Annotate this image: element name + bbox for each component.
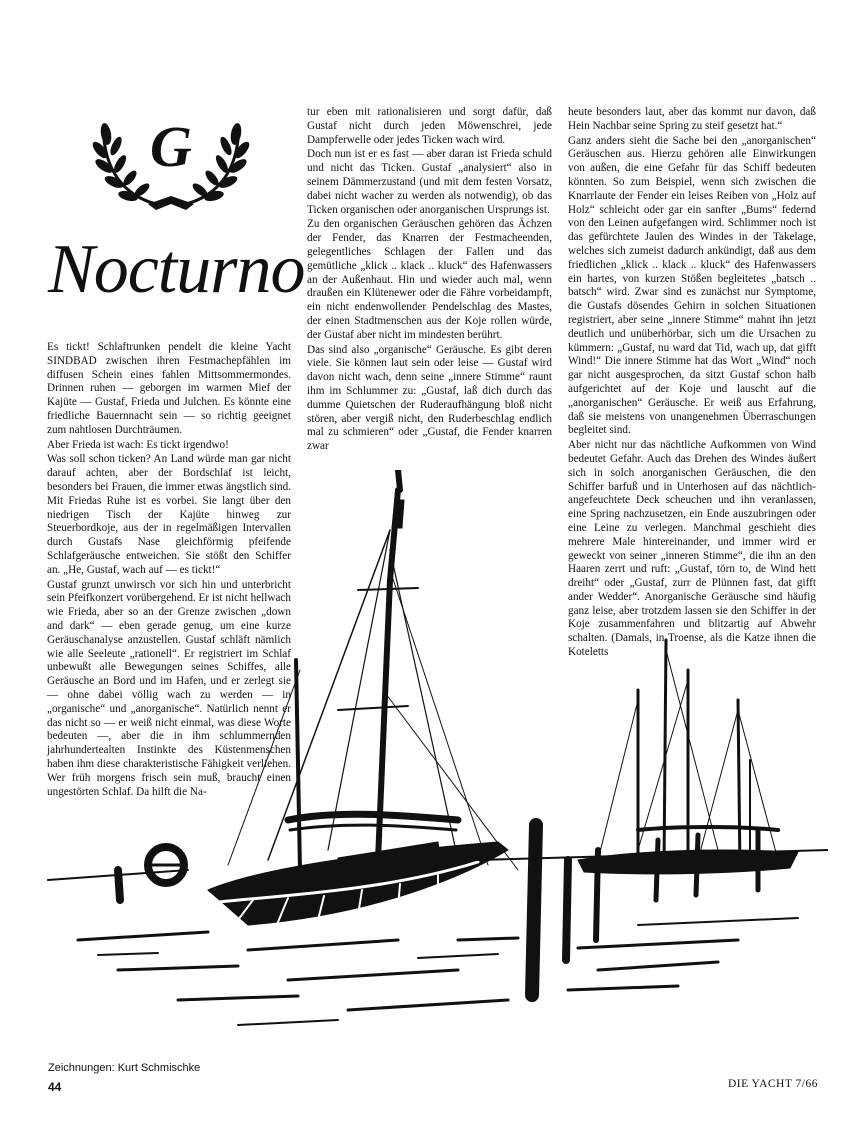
- text-column-2: [307, 106, 552, 455]
- paragraph: Das sind also „organische“ Geräusche. Es gibt deren viele. Sie können laut sein oder leise — Gustaf wird davon nicht wach, denn seine „innere Stimme“ raunt ihm im Schlummer zu: „Gustaf, laß dich durch das dumme Quietschen der Ruderaufhängung bloß nicht stören, aber vergiß nicht, den Ruderbeschlag endlich mal zu schmieren“ oder „Gustaf, die Fender knarren zwar: [307, 343, 552, 453]
- paragraph: Zu den organischen Geräuschen gehören das Ächzen der Fender, das Knarren der Festmacheenden, gelegentliches Schlagen der Fallen und das gemütliche „klick .. klack .. kluck“ des Hafenwassers an der Außenhaut. Hin und wieder auch mal, wenn draußen ein Klütenewer oder die Fähre vorbeidampft, ein nicht endenwollender Pendelschlag des Mastes, der einen Stadtmenschen aus der Koje rollen würde, der Gustaf aber nicht im mindesten berührt.: [307, 218, 552, 341]
- laurel-emblem: [86, 104, 256, 214]
- illustration-credit: Zeichnungen: Kurt Schmischke: [48, 1062, 201, 1074]
- paragraph: Aber Frieda ist wach: Es tickt irgendwo!: [47, 438, 229, 451]
- paragraph: tur eben mit rationalisieren und sorgt dafür, daß Gustaf nicht durch jeden Möwenschrei, jede Dampferwelle oder jedes Ticken wach wird.: [307, 106, 552, 146]
- paragraph: Es tickt! Schlaftrunken pendelt die kleine Yacht SINDBAD zwischen ihren Festmachepfählen im diffusen Schein eines fahlen Mittsommermondes. Drinnen ruhen — geborgen im warmen Mief der Kajüte — Gustaf, Frieda und Julchen. Es könnte eine friedliche Bauernnacht sein — so richtig geeignet zum nahtlosen Durchträumen.: [47, 341, 291, 436]
- emblem-letter: G: [150, 114, 192, 179]
- text-column-1: [47, 341, 291, 800]
- paragraph: Gustaf grunzt unwirsch vor sich hin und unterbricht sein Pfeifkonzert vorübergehend. Er ist nicht hellwach wie Frieda, aber so an der Grenze zwischen „down and dark“ — eben gerade genug, um eine kurze Geräuschanalyse anzustellen. Gustaf schläft nämlich wie alle Seeleute „rationell“. Er registriert im Schlaf unbewußt alle Bewegungen seines Schiffes, alle Geräusche an Bord und im Hafen, und er zerlegt sie — ohne dabei völlig wach zu werden — in „organische“ und „anorganische“. Natürlich nennt er das nicht so — er weiß nicht einmal, was diese Worte bedeuten —, aber die in ihm schlummernden jahrhundertealten Instinkte des Küstenmenschen haben ihm diese charakteristische Fähigkeit verliehen. Wer früh morgens frisch sein muß, braucht einen ungestörten Schlaf. Da hilft die Na-: [47, 578, 291, 798]
- page-number: 44: [48, 1080, 62, 1094]
- paragraph: Ganz anders sieht die Sache bei den „anorganischen“ Geräuschen aus. Hierzu gehören alle Einwirkungen von außen, die eine Gefahr für das Schiff bedeuten könnten. So zum Beispiel, wenn sich zwischen die Knarrlaute der Fender ein leises Reiben von „Holz auf Holz“ schleicht oder gar ein sanfter „Bums“ federnd von den Leinen aufgefangen wird. Schlimmer noch ist das gefürchtete Jaulen des Windes in der Takelage, welches sich zumeist dadurch ankündigt, daß aus dem friedlichen „klick .. klack .. kluck“ des Hafenwassers ein hartes, von kurzen Stößen begleitetes „batsch .. batsch“ wird. Zwar sind es zunächst nur Symptome, die Gustafs dösendes Gehirn in solchen Situationen registriert, aber seine „innere Stimme“ mahnt ihn jetzt deutlich und unüberhörbar, sich um die Ursachen zu kümmern: „Gustaf, nu ward dat Tid, wach up, dat gifft Wind!“ Die innere Stimme hat das Wort „Wind“ noch gar nicht ausgesprochen, da sitzt Gustaf schon halb aufgerichtet auf der Koje und lauscht auf die „anorganischen“ Geräusche. Er weiß aus Erfahrung, daß sie meistens von unangenehmen Überraschungen begleitet sind.: [568, 134, 816, 437]
- text-column-3: [568, 106, 816, 661]
- paragraph: Doch nun ist er es fast — aber daran ist Frieda schuld und nicht das Ticken. Gustaf „analysiert“ also in seinem Dämmerzustand (und mit dem festen Vorsatz, dabei nicht wacher zu werden als notwendig), ob das Ticken organischen oder anorganischen Ursprungs ist.: [307, 148, 552, 216]
- article-title: Nocturno: [48, 231, 305, 308]
- paragraph: Was soll schon ticken? An Land würde man gar nicht darauf achten, aber der Bordschlaf ist leicht, besonders bei Frauen, die immer etwas ängstlich sind. Mit Friedas Ruhe ist es vorbei. Sie langt über den niedrigen Tisch der Kajüte hinweg zur Steuerbordkoje, aus der in regelmäßigen Intervallen durch Gustafs Nase gleichförmig pfeifende Schlafgeräusche entweichen. Sie stößt den Schiffer an. „He, Gustaf, wach auf — es tickt!“: [47, 453, 291, 576]
- laurel-wreath-icon: [86, 104, 256, 214]
- journal-issue: DIE YACHT 7/66: [727, 1078, 818, 1090]
- paragraph: Aber nicht nur das nächtliche Aufkommen von Wind bedeutet Gefahr. Auch das Drehen des Windes äußert sich in solch anorganischen Geräuschen, die den Schiffer barfuß und in Unterhosen auf das nächtlich-angefeuchtete Deck scheuchen und ihn veranlassen, eine Spring nachzusetzen, ein Ende auszubringen oder eine Leine zu verlegen. Manchmal geschieht dies mehrere Male hintereinander, und immer wird er geweckt von seiner „inneren Stimme“, die ihn an den Haaren zerrt und ruft: „Gustaf, törn to, de Wind hett dreiht“ oder „Gustaf, zurr de Plünnen fast, dat gifft ander Wedder“. Anorganische Geräusche sind häufig ganz leise, aber trotzdem lassen sie den Schiffer in der Koje zusammenfahren und blitzartig auf Abwehr schalten. (Damals, in Troense, als die Katze ihnen die Koteletts: [568, 439, 816, 659]
- paragraph: heute besonders laut, aber das kommt nur davon, daß Hein Nachbar seine Spring zu steif gesetzt hat.“: [568, 106, 816, 132]
